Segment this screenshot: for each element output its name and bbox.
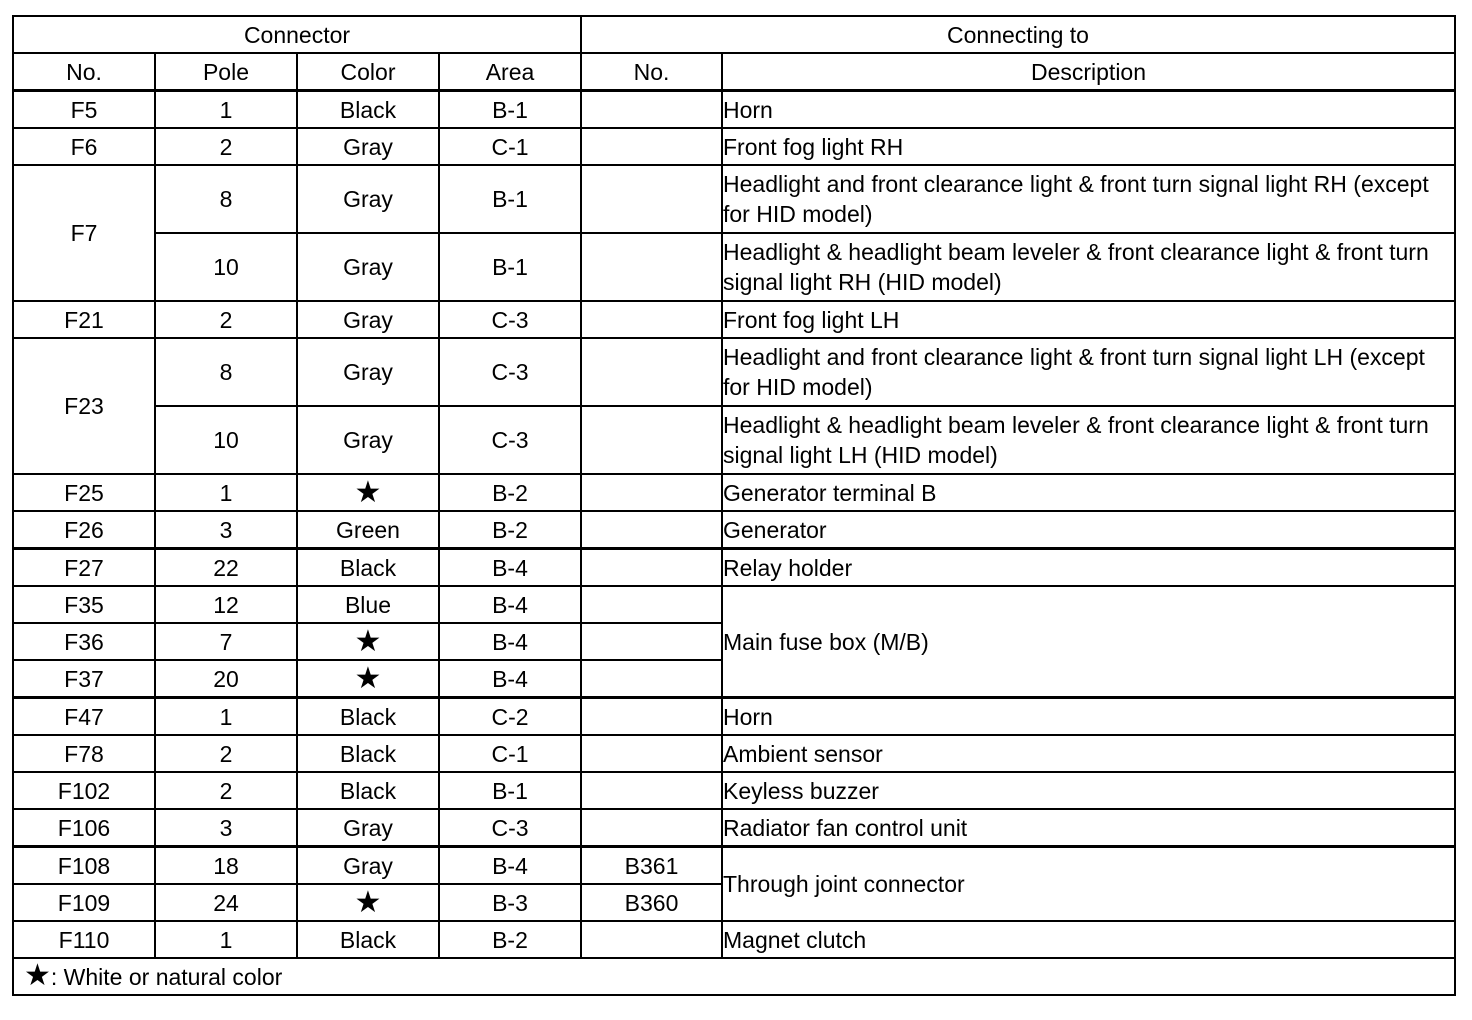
description-cell: Radiator fan control unit bbox=[722, 809, 1455, 847]
connecting-no-cell bbox=[581, 772, 722, 809]
area-cell: B-2 bbox=[439, 511, 581, 549]
pole-cell: 10 bbox=[155, 233, 297, 301]
pole-cell: 2 bbox=[155, 772, 297, 809]
area-cell: B-1 bbox=[439, 772, 581, 809]
table-row bbox=[13, 91, 1455, 129]
star-icon: ★ bbox=[297, 660, 439, 698]
pole-cell: 8 bbox=[155, 165, 297, 233]
connector-no: F21 bbox=[13, 301, 155, 338]
footnote bbox=[13, 958, 1455, 995]
area-cell: C-3 bbox=[439, 338, 581, 406]
pole-cell: 1 bbox=[155, 91, 297, 129]
color-cell: Gray bbox=[297, 128, 439, 165]
area-cell: B-4 bbox=[439, 847, 581, 885]
table-row bbox=[13, 233, 1455, 301]
area-cell: C-3 bbox=[439, 301, 581, 338]
color-cell: Black bbox=[297, 549, 439, 587]
table-row bbox=[13, 772, 1455, 809]
table-row bbox=[13, 921, 1455, 958]
pole-cell: 1 bbox=[155, 474, 297, 511]
connecting-no-cell bbox=[581, 165, 722, 233]
connector-no: F25 bbox=[13, 474, 155, 511]
star-icon: ★ bbox=[24, 959, 51, 992]
description-cell: Headlight and front clearance light & front turn signal light LH (except for HID model) bbox=[722, 338, 1455, 406]
description-column-header: Description bbox=[722, 53, 1455, 91]
area-cell: C-2 bbox=[439, 698, 581, 736]
connector-no: F23 bbox=[13, 338, 155, 474]
area-cell: C-1 bbox=[439, 735, 581, 772]
color-cell: Gray bbox=[297, 847, 439, 885]
connector-no: F7 bbox=[13, 165, 155, 301]
connector-table bbox=[12, 15, 1456, 996]
star-icon: ★ bbox=[297, 474, 439, 511]
connecting-no-column-header: No. bbox=[581, 53, 722, 91]
connector-no: F6 bbox=[13, 128, 155, 165]
connecting-no-cell bbox=[581, 586, 722, 623]
color-cell: Gray bbox=[297, 301, 439, 338]
description-cell: Headlight & headlight beam leveler & front clearance light & front turn signal light RH (HID model) bbox=[722, 233, 1455, 301]
area-cell: B-4 bbox=[439, 623, 581, 660]
no-column-header: No. bbox=[13, 53, 155, 91]
pole-cell: 12 bbox=[155, 586, 297, 623]
pole-cell: 2 bbox=[155, 735, 297, 772]
connecting-no-cell bbox=[581, 406, 722, 474]
connecting-no-cell bbox=[581, 660, 722, 698]
pole-cell: 8 bbox=[155, 338, 297, 406]
connecting-no-cell bbox=[581, 735, 722, 772]
connecting-no-cell bbox=[581, 549, 722, 587]
star-icon: ★ bbox=[297, 623, 439, 660]
description-cell: Horn bbox=[722, 698, 1455, 736]
pole-column-header: Pole bbox=[155, 53, 297, 91]
area-cell: B-1 bbox=[439, 165, 581, 233]
connector-no: F26 bbox=[13, 511, 155, 549]
connecting-no-cell bbox=[581, 698, 722, 736]
pole-cell: 7 bbox=[155, 623, 297, 660]
color-cell: Gray bbox=[297, 338, 439, 406]
description-cell: Headlight and front clearance light & front turn signal light RH (except for HID model) bbox=[722, 165, 1455, 233]
connector-no: F5 bbox=[13, 91, 155, 129]
connector-no: F109 bbox=[13, 884, 155, 921]
area-cell: B-2 bbox=[439, 921, 581, 958]
connecting-no-cell bbox=[581, 233, 722, 301]
connecting-no-cell bbox=[581, 511, 722, 549]
connecting-no-cell bbox=[581, 809, 722, 847]
area-cell: B-4 bbox=[439, 660, 581, 698]
description-cell: Headlight & headlight beam leveler & front clearance light & front turn signal light LH (HID model) bbox=[722, 406, 1455, 474]
area-cell: B-3 bbox=[439, 884, 581, 921]
color-cell: Black bbox=[297, 698, 439, 736]
area-column-header: Area bbox=[439, 53, 581, 91]
description-cell: Ambient sensor bbox=[722, 735, 1455, 772]
pole-cell: 20 bbox=[155, 660, 297, 698]
area-cell: C-3 bbox=[439, 809, 581, 847]
area-cell: B-4 bbox=[439, 549, 581, 587]
area-cell: C-1 bbox=[439, 128, 581, 165]
connector-no: F27 bbox=[13, 549, 155, 587]
connector-no: F110 bbox=[13, 921, 155, 958]
pole-cell: 24 bbox=[155, 884, 297, 921]
color-cell: Black bbox=[297, 735, 439, 772]
star-icon: ★ bbox=[297, 884, 439, 921]
area-cell: B-2 bbox=[439, 474, 581, 511]
table-row bbox=[13, 586, 1455, 623]
description-cell: Main fuse box (M/B) bbox=[722, 586, 1455, 698]
description-cell: Horn bbox=[722, 91, 1455, 129]
table-row bbox=[13, 698, 1455, 736]
connecting-no-cell bbox=[581, 921, 722, 958]
description-cell: Through joint connector bbox=[722, 847, 1455, 922]
description-cell: Front fog light LH bbox=[722, 301, 1455, 338]
table-row bbox=[13, 165, 1455, 233]
connecting-no-cell bbox=[581, 474, 722, 511]
description-cell: Generator terminal B bbox=[722, 474, 1455, 511]
connector-group-header: Connector bbox=[13, 16, 581, 53]
color-cell: Black bbox=[297, 921, 439, 958]
color-cell: Green bbox=[297, 511, 439, 549]
footnote-text: : White or natural color bbox=[50, 964, 283, 990]
pole-cell: 2 bbox=[155, 128, 297, 165]
connecting-no-cell bbox=[581, 128, 722, 165]
area-cell: B-4 bbox=[439, 586, 581, 623]
connector-no: F106 bbox=[13, 809, 155, 847]
connecting-no-cell bbox=[581, 338, 722, 406]
area-cell: B-1 bbox=[439, 233, 581, 301]
table-row bbox=[13, 847, 1455, 885]
pole-cell: 1 bbox=[155, 921, 297, 958]
footnote-row bbox=[13, 958, 1455, 995]
table-row bbox=[13, 474, 1455, 511]
connector-no: F37 bbox=[13, 660, 155, 698]
color-cell: Gray bbox=[297, 809, 439, 847]
connector-no: F102 bbox=[13, 772, 155, 809]
connecting-no-cell: B360 bbox=[581, 884, 722, 921]
connecting-no-cell bbox=[581, 301, 722, 338]
area-cell: B-1 bbox=[439, 91, 581, 129]
pole-cell: 1 bbox=[155, 698, 297, 736]
pole-cell: 3 bbox=[155, 511, 297, 549]
connector-no: F47 bbox=[13, 698, 155, 736]
color-cell: Gray bbox=[297, 165, 439, 233]
description-cell: Generator bbox=[722, 511, 1455, 549]
description-cell: Front fog light RH bbox=[722, 128, 1455, 165]
pole-cell: 3 bbox=[155, 809, 297, 847]
connector-no: F78 bbox=[13, 735, 155, 772]
connector-no: F35 bbox=[13, 586, 155, 623]
area-cell: C-3 bbox=[439, 406, 581, 474]
connector-no: F108 bbox=[13, 847, 155, 885]
color-cell: Black bbox=[297, 772, 439, 809]
description-cell: Keyless buzzer bbox=[722, 772, 1455, 809]
table-row bbox=[13, 128, 1455, 165]
table-row bbox=[13, 301, 1455, 338]
pole-cell: 10 bbox=[155, 406, 297, 474]
color-cell: Blue bbox=[297, 586, 439, 623]
table-row bbox=[13, 549, 1455, 587]
pole-cell: 22 bbox=[155, 549, 297, 587]
connector-no: F36 bbox=[13, 623, 155, 660]
color-cell: Gray bbox=[297, 233, 439, 301]
connecting-no-cell: B361 bbox=[581, 847, 722, 885]
connecting-to-group-header: Connecting to bbox=[581, 16, 1455, 53]
pole-cell: 18 bbox=[155, 847, 297, 885]
connecting-no-cell bbox=[581, 91, 722, 129]
table-row bbox=[13, 406, 1455, 474]
table-row bbox=[13, 735, 1455, 772]
description-cell: Magnet clutch bbox=[722, 921, 1455, 958]
color-cell: Black bbox=[297, 91, 439, 129]
connecting-no-cell bbox=[581, 623, 722, 660]
pole-cell: 2 bbox=[155, 301, 297, 338]
description-cell: Relay holder bbox=[722, 549, 1455, 587]
table-row bbox=[13, 511, 1455, 549]
table-row bbox=[13, 809, 1455, 847]
table-row bbox=[13, 338, 1455, 406]
color-cell: Gray bbox=[297, 406, 439, 474]
color-column-header: Color bbox=[297, 53, 439, 91]
